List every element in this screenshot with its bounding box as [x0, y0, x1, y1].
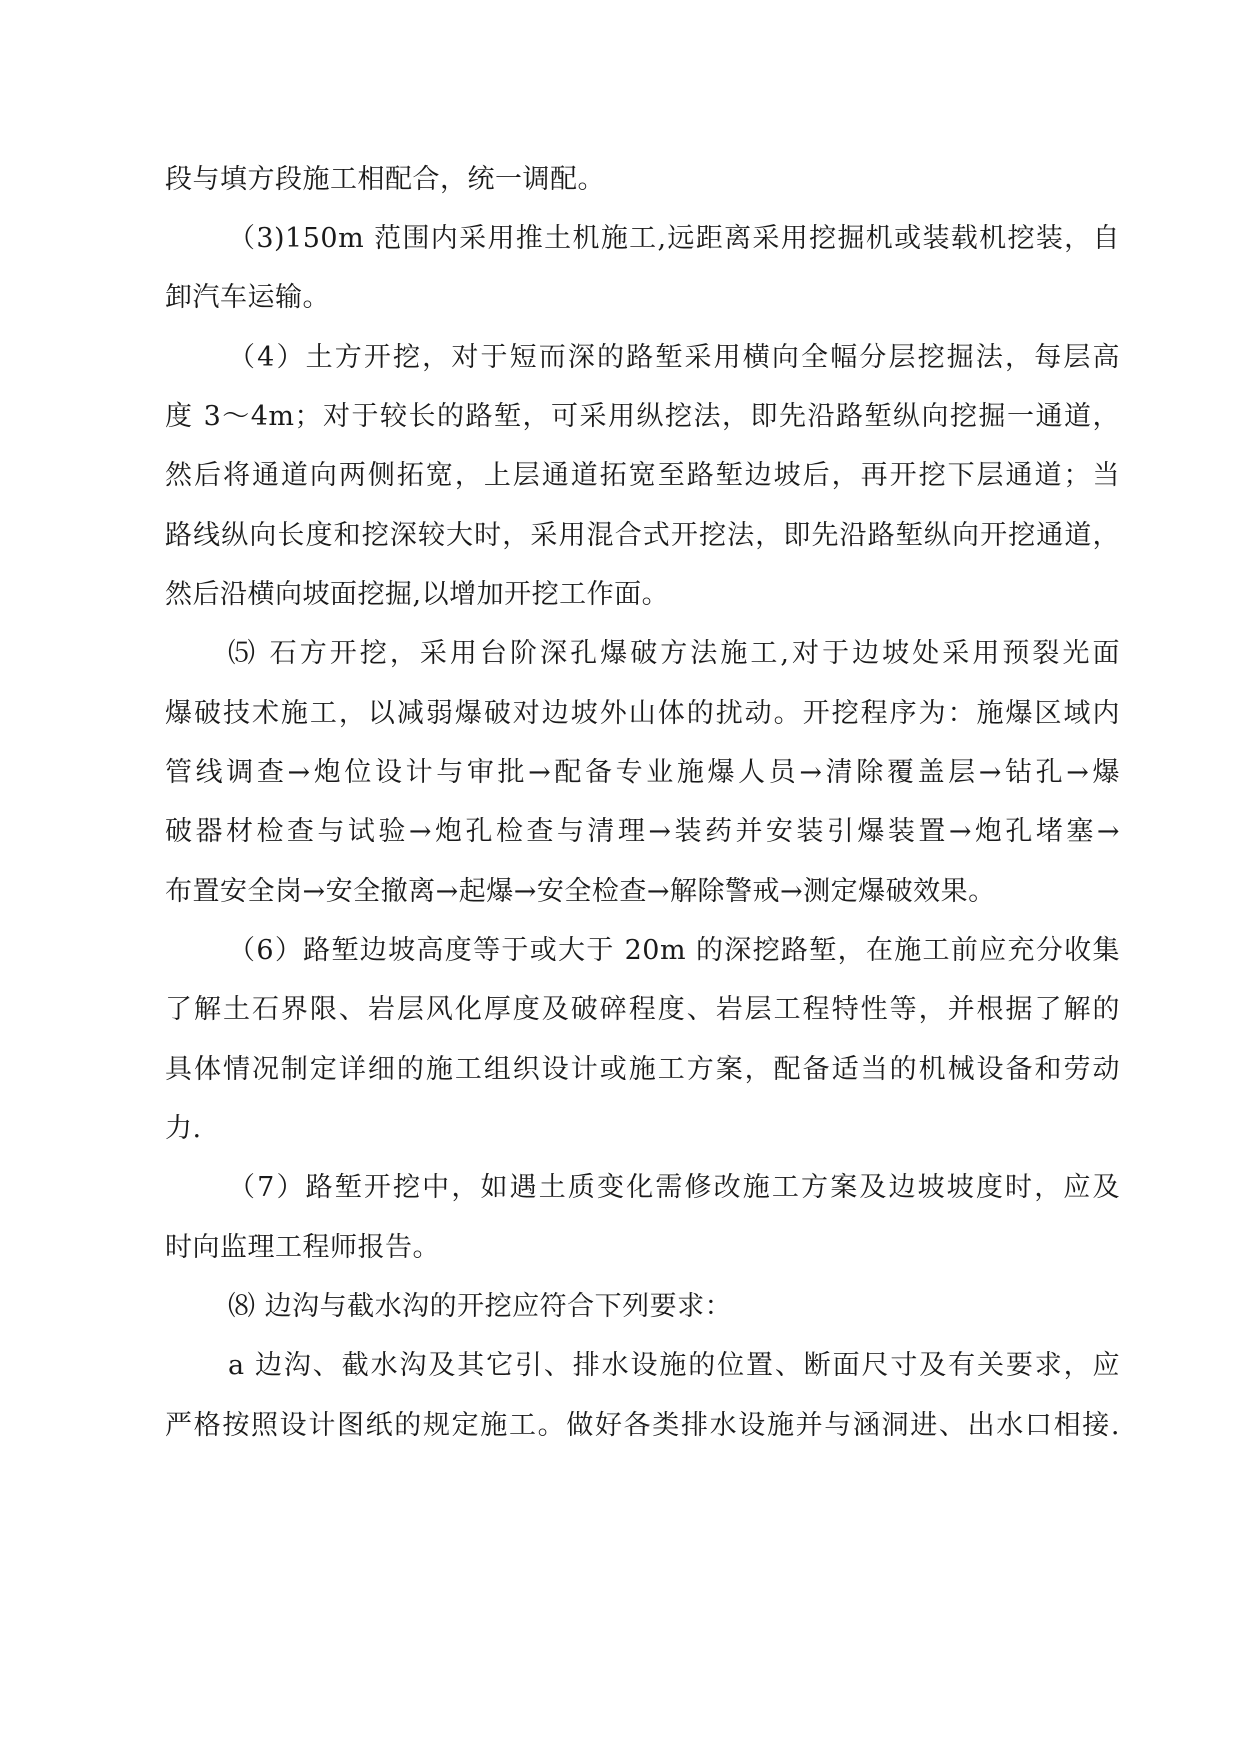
- text-line: 具体情况制定详细的施工组织设计或施工方案，配备适当的机械设备和劳动: [165, 1054, 1120, 1085]
- text-line: （6）路堑边坡高度等于或大于 20m 的深挖路堑，在施工前应充分收集: [228, 935, 1120, 966]
- text-line: 力.: [165, 1113, 202, 1144]
- text-line: 然后沿横向坡面挖掘,以增加开挖工作面。: [165, 579, 670, 610]
- text-line: （3)150m 范围内采用推土机施工,远距离采用挖掘机或装载机挖装，自: [228, 223, 1120, 254]
- text-line: ⑻ 边沟与截水沟的开挖应符合下列要求：: [228, 1291, 733, 1322]
- text-line: 度 3～4m；对于较长的路堑，可采用纵挖法，即先沿路堑纵向挖掘一通道，: [165, 401, 1120, 432]
- text-line: 布置安全岗→安全撤离→起爆→安全检查→解除警戒→测定爆破效果。: [165, 876, 996, 907]
- text-line: 严格按照设计图纸的规定施工。做好各类排水设施并与涵洞进、出水口相接.: [165, 1410, 1120, 1441]
- text-line: 破器材检查与试验→炮孔检查与清理→装药并安装引爆装置→炮孔堵塞→: [165, 816, 1120, 847]
- text-line: 时向监理工程师报告。: [165, 1232, 440, 1263]
- text-line: 管线调查→炮位设计与审批→配备专业施爆人员→清除覆盖层→钻孔→爆: [165, 757, 1120, 788]
- text-line: 段与填方段施工相配合，统一调配。: [165, 164, 605, 195]
- text-line: a 边沟、截水沟及其它引、排水设施的位置、断面尺寸及有关要求，应: [228, 1350, 1120, 1381]
- text-line: ⑸ 石方开挖，采用台阶深孔爆破方法施工,对于边坡处采用预裂光面: [228, 638, 1120, 669]
- text-line: （7）路堑开挖中，如遇土质变化需修改施工方案及边坡坡度时，应及: [228, 1172, 1120, 1203]
- text-line: 了解土石界限、岩层风化厚度及破碎程度、岩层工程特性等，并根据了解的: [165, 994, 1120, 1025]
- text-line: 卸汽车运输。: [165, 282, 330, 313]
- text-line: 爆破技术施工，以减弱爆破对边坡外山体的扰动。开挖程序为：施爆区域内: [165, 698, 1120, 729]
- text-line: 然后将通道向两侧拓宽，上层通道拓宽至路堑边坡后，再开挖下层通道；当: [165, 460, 1120, 491]
- text-line: 路线纵向长度和挖深较大时，采用混合式开挖法，即先沿路堑纵向开挖通道，: [165, 520, 1120, 551]
- text-line: （4）土方开挖，对于短而深的路堑采用横向全幅分层挖掘法，每层高: [228, 342, 1120, 373]
